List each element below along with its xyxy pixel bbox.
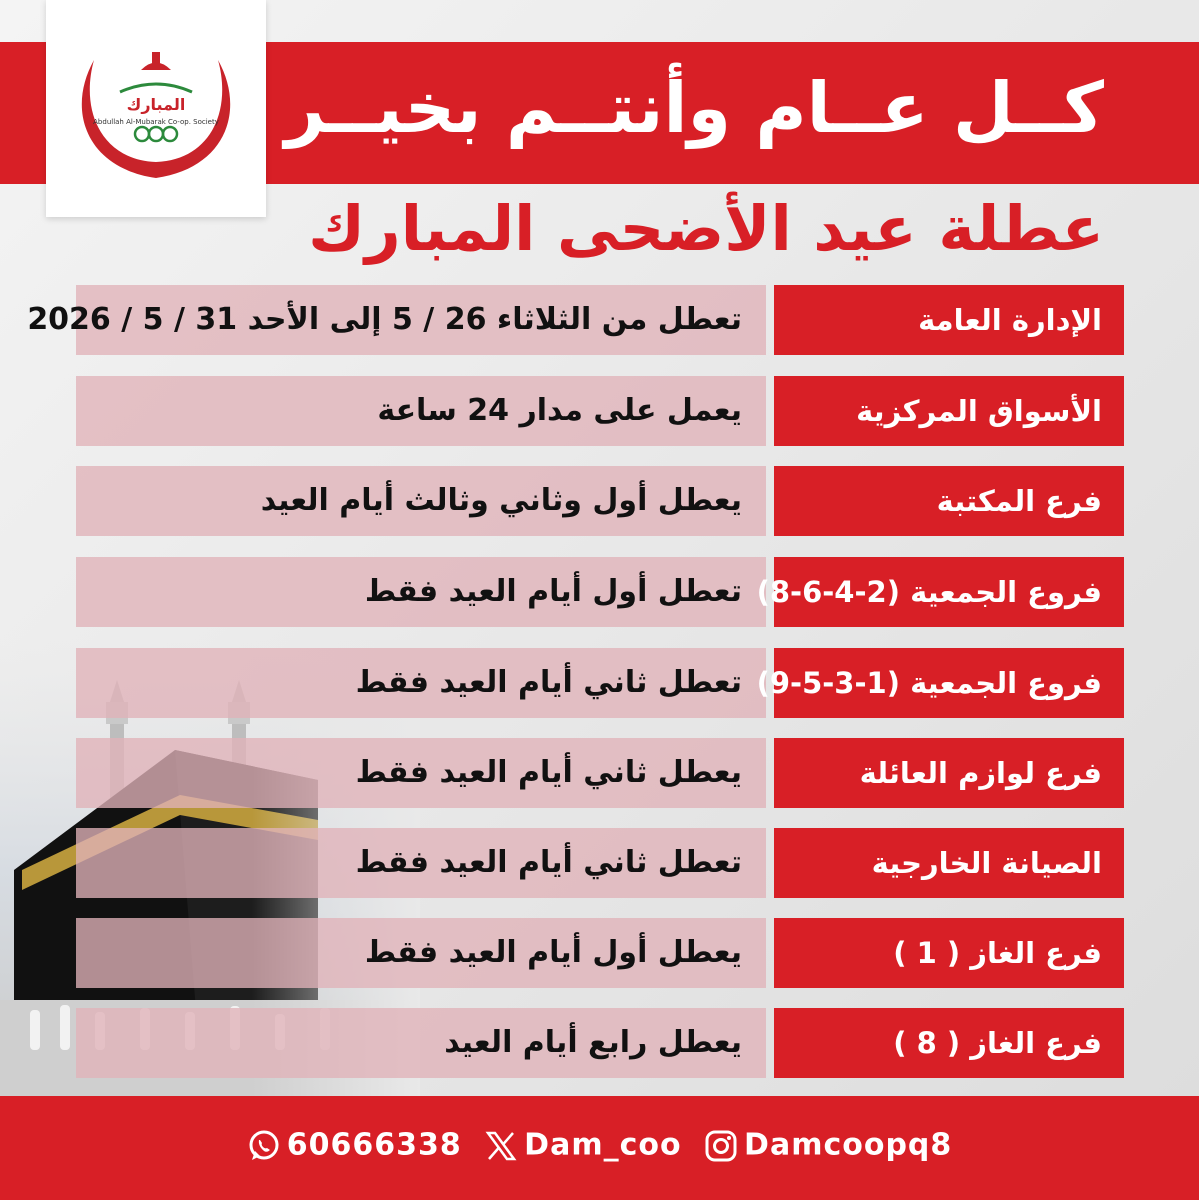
schedule-label: فرع الغاز ( 1 ) [774, 918, 1124, 988]
table-row [76, 557, 1124, 627]
schedule-value: تعطل من الثلاثاء 26 / 5 إلى الأحد 31 / 5 / 2026 [76, 285, 766, 355]
table-row [76, 918, 1124, 988]
table-row [27, 285, 1124, 355]
instagram-icon [704, 1129, 738, 1163]
table-row [76, 376, 1124, 446]
whatsapp-contact[interactable] [247, 1122, 462, 1169]
schedule-value: يعمل على مدار 24 ساعة [76, 376, 766, 446]
page-subtitle: عطلة عيد الأضحى المبارك [308, 192, 1104, 265]
schedule-label: الصيانة الخارجية [774, 828, 1124, 898]
table-row [76, 1008, 1124, 1078]
page-title: كــل عــام وأنتــم بخيــر [284, 67, 1104, 149]
schedule-label: فرع المكتبة [774, 466, 1124, 536]
footer-contacts [0, 1122, 1199, 1168]
instagram-handle: Damcoopq8 [744, 1127, 953, 1163]
x-icon [484, 1129, 518, 1163]
x-contact[interactable] [484, 1122, 681, 1169]
schedule-value: يعطل أول وثاني وثالث أيام العيد [76, 466, 766, 536]
logo-latin-text: Abdullah Al-Mubarak Co-op. Society [93, 118, 219, 126]
table-row [76, 648, 1124, 718]
schedule-label: الإدارة العامة [774, 285, 1124, 355]
logo [46, 0, 266, 217]
table-row [76, 738, 1124, 808]
table-row [76, 466, 1124, 536]
instagram-contact[interactable] [704, 1122, 952, 1169]
schedule-value: تعطل أول أيام العيد فقط [76, 557, 766, 627]
schedule-label: فروع الجمعية (2-4-6-8) [774, 557, 1124, 627]
schedule-label: فرع الغاز ( 8 ) [774, 1008, 1124, 1078]
schedule-value: يعطل ثاني أيام العيد فقط [76, 738, 766, 808]
schedule-label: فرع لوازم العائلة [774, 738, 1124, 808]
schedule-value: تعطل ثاني أيام العيد فقط [76, 828, 766, 898]
schedule-label: الأسواق المركزية [774, 376, 1124, 446]
whatsapp-icon [247, 1129, 281, 1163]
whatsapp-number: 60666338 [286, 1127, 462, 1163]
schedule-label: فروع الجمعية (1-3-5-9) [774, 648, 1124, 718]
logo-arabic-text: المبارك [126, 95, 186, 114]
x-handle: Dam_coo [524, 1127, 682, 1163]
schedule-value: يعطل أول أيام العيد فقط [76, 918, 766, 988]
schedule-value: يعطل رابع أيام العيد [76, 1008, 766, 1078]
society-logo-icon [46, 0, 266, 217]
schedule-value: تعطل ثاني أيام العيد فقط [76, 648, 766, 718]
table-row [76, 828, 1124, 898]
